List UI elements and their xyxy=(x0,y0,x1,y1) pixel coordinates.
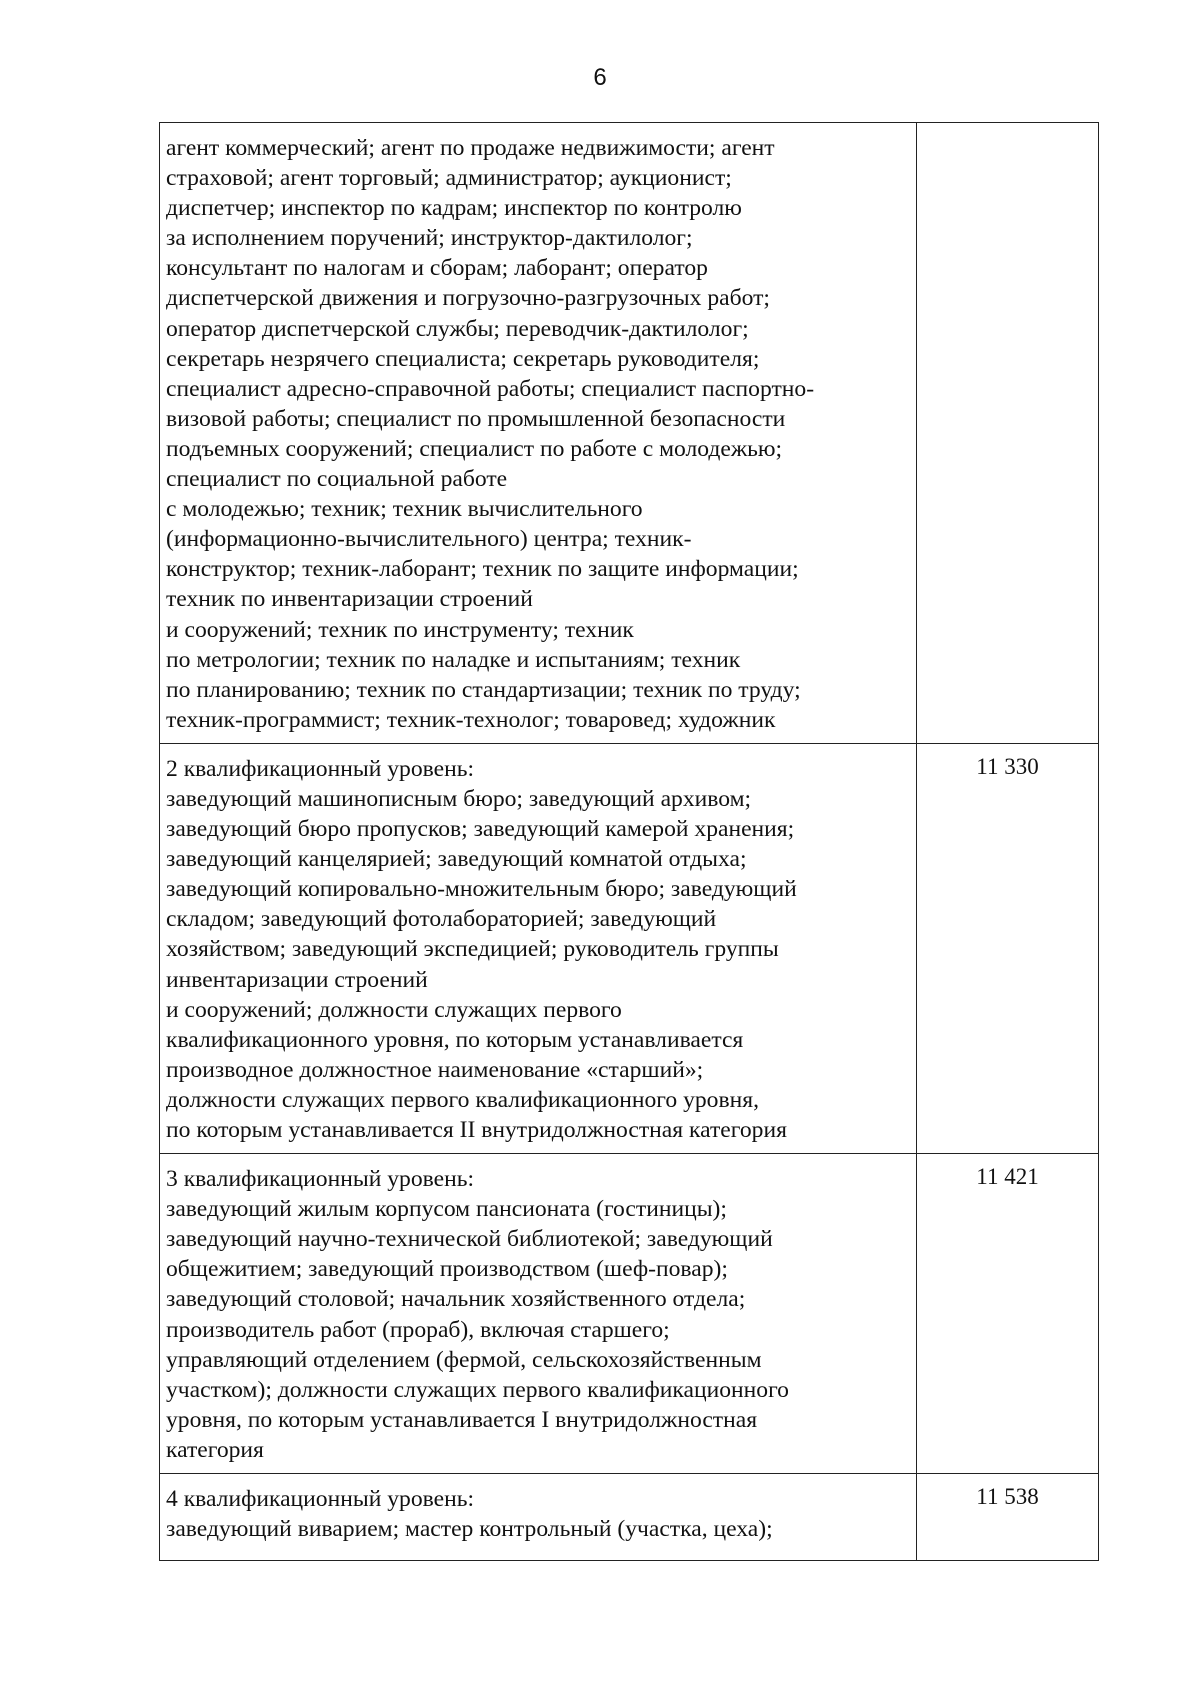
qualification-level-heading: 2 квалификационный уровень: xyxy=(166,755,475,782)
text-line: производное должностное наименование «старший»; xyxy=(166,1056,704,1083)
text-line: подъемных сооружений; специалист по работе с молодежью; xyxy=(166,435,783,462)
text-line: заведующий столовой; начальник хозяйственного отдела; xyxy=(166,1286,746,1313)
text-line: инвентаризации строений xyxy=(166,966,428,993)
text-line: по планированию; техник по стандартизации; техник по труду; xyxy=(166,676,801,703)
text-line: по метрологии; техник по наладке и испытаниям; техник xyxy=(166,646,741,673)
text-line: конструктор; техник-лаборант; техник по защите информации; xyxy=(166,556,799,583)
salary-table xyxy=(159,122,1099,1561)
text-line: специалист адресно-справочной работы; специалист паспортно- xyxy=(166,375,815,402)
table-row xyxy=(160,1154,1099,1474)
text-line: заведующий виварием; мастер контрольный (участка, цеха); xyxy=(166,1516,773,1543)
text-line: визовой работы; специалист по промышленной безопасности xyxy=(166,405,786,432)
positions-cell xyxy=(160,1474,917,1561)
text-line: специалист по социальной работе xyxy=(166,466,508,493)
text-line: квалификационного уровня, по которым устанавливается xyxy=(166,1026,744,1053)
text-line: заведующий машинописным бюро; заведующий архивом; xyxy=(166,785,752,812)
text-line: оператор диспетчерской службы; переводчик-дактилолог; xyxy=(166,315,749,342)
salary-value-cell: 11 538 xyxy=(917,1474,1099,1561)
positions-cell xyxy=(160,743,917,1153)
text-line: управляющий отделением (фермой, сельскохозяйственным xyxy=(166,1346,762,1373)
text-line: страховой; агент торговый; администратор; аукционист; xyxy=(166,165,732,192)
text-line: заведующий жилым корпусом пансионата (гостиницы); xyxy=(166,1196,727,1223)
text-line: с молодежью; техник; техник вычислительного xyxy=(166,496,643,523)
text-line: общежитием; заведующий производством (шеф-повар); xyxy=(166,1256,728,1283)
text-line: диспетчерской движения и погрузочно-разгрузочных работ; xyxy=(166,285,770,312)
qualification-level-heading: 4 квалификационный уровень: xyxy=(166,1486,475,1513)
positions-cell xyxy=(160,1154,917,1474)
table-row xyxy=(160,743,1099,1153)
positions-cell xyxy=(160,123,917,744)
text-line: (информационно-вычислительного) центра; техник- xyxy=(166,526,692,553)
text-line: категория xyxy=(166,1436,264,1463)
text-line: секретарь незрячего специалиста; секретарь руководителя; xyxy=(166,345,760,372)
text-line: консультант по налогам и сборам; лаборант; оператор xyxy=(166,255,708,282)
text-line: производитель работ (прораб), включая старшего; xyxy=(166,1316,670,1343)
table-row xyxy=(160,123,1099,744)
salary-value-cell xyxy=(917,123,1099,744)
page-number: 6 xyxy=(593,64,607,91)
text-line: за исполнением поручений; инструктор-дактилолог; xyxy=(166,225,693,252)
text-line: техник по инвентаризации строений xyxy=(166,586,533,613)
salary-value-cell: 11 421 xyxy=(917,1154,1099,1474)
text-line: и сооружений; должности служащих первого xyxy=(166,996,622,1023)
text-line: заведующий копировально-множительным бюро; заведующий xyxy=(166,876,797,903)
text-line: заведующий научно-технической библиотекой; заведующий xyxy=(166,1226,773,1253)
text-line: и сооружений; техник по инструменту; техник xyxy=(166,616,634,643)
text-line: складом; заведующий фотолабораторией; заведующий xyxy=(166,906,717,933)
text-line: заведующий бюро пропусков; заведующий камерой хранения; xyxy=(166,816,795,843)
text-line: участком); должности служащих первого квалификационного xyxy=(166,1376,789,1403)
text-line: по которым устанавливается II внутридолжностная категория xyxy=(166,1117,787,1143)
text-line: должности служащих первого квалификационного уровня, xyxy=(166,1086,759,1113)
text-line: агент коммерческий; агент по продаже недвижимости; агент xyxy=(166,135,775,161)
salary-value-cell: 11 330 xyxy=(917,743,1099,1153)
text-line: заведующий канцелярией; заведующий комнатой отдыха; xyxy=(166,846,747,873)
text-line: уровня, по которым устанавливается I внутридолжностная xyxy=(166,1406,758,1433)
text-line: техник-программист; техник-технолог; товаровед; художник xyxy=(166,706,776,733)
text-line: диспетчер; инспектор по кадрам; инспектор по контролю xyxy=(166,195,742,222)
table-row xyxy=(160,1474,1099,1561)
qualification-level-heading: 3 квалификационный уровень: xyxy=(166,1166,475,1193)
text-line: хозяйством; заведующий экспедицией; руководитель группы xyxy=(166,936,779,963)
